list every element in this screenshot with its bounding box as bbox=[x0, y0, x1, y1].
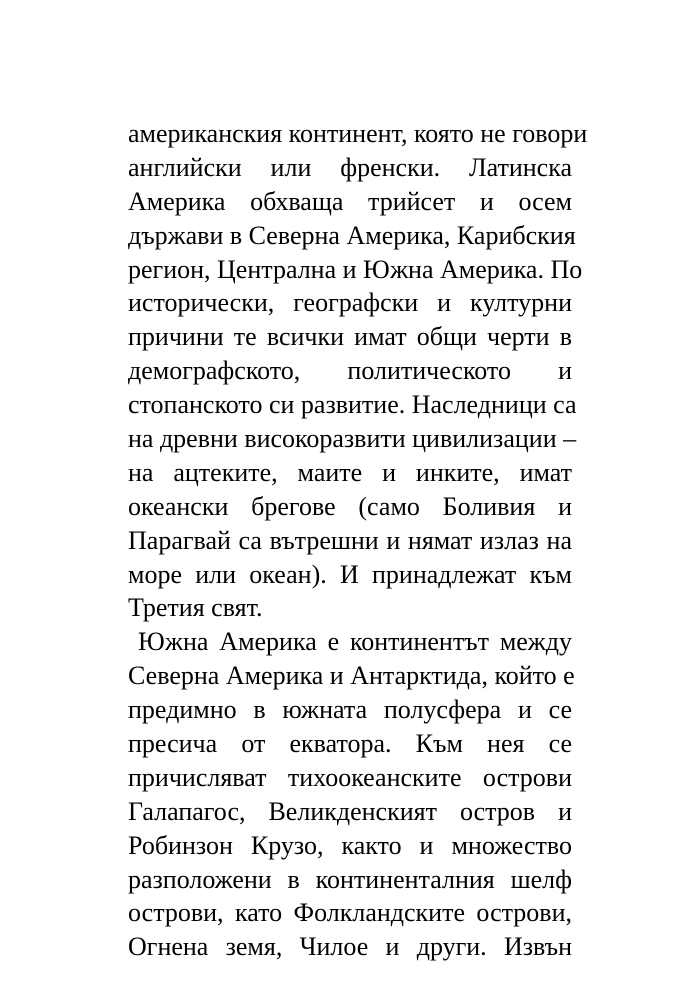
text-line: Огнена земя, Чилое и други. Извън bbox=[128, 932, 572, 962]
text-line: предимно в южната полусфера и се bbox=[128, 695, 572, 725]
text-line: Америка обхваща трийсет и осем bbox=[128, 186, 572, 216]
body-text bbox=[128, 117, 588, 964]
text-line: на древни високоразвити цивилизации – bbox=[128, 424, 577, 454]
text-line: Северна Америка и Антарктида, който е bbox=[128, 661, 575, 691]
text-line: океански брегове (само Боливия и bbox=[128, 491, 572, 521]
text-line: Парагвай са вътрешни и нямат излаз на bbox=[128, 525, 572, 555]
text-line: Южна Америка е континентът между bbox=[138, 627, 572, 657]
text-line: Галапагос, Великденският остров и bbox=[128, 796, 572, 826]
text-line: държави в Северна Америка, Карибския bbox=[128, 220, 576, 250]
text-line: демографското, политическото и bbox=[128, 356, 572, 386]
text-line: регион, Централна и Южна Америка. По bbox=[128, 254, 583, 284]
text-line: стопанското си развитие. Наследници са bbox=[128, 390, 577, 420]
text-line: американския континент, която не говори bbox=[128, 119, 588, 148]
text-line: острови, като Фолкландските острови, bbox=[128, 898, 572, 928]
text-line: Робинзон Крузо, както и множество bbox=[128, 830, 572, 860]
text-line: море или океан). И принадлежат към bbox=[128, 559, 572, 589]
text-line: разположени в континенталния шелф bbox=[128, 864, 572, 894]
text-line: причини те всички имат общи черти в bbox=[128, 322, 572, 352]
text-line: исторически, географски и културни bbox=[128, 288, 572, 318]
text-line: английски или френски. Латинска bbox=[128, 152, 572, 182]
text-line: пресича от екватора. Към нея се bbox=[128, 729, 572, 759]
text-line: причисляват тихоокеанските острови bbox=[128, 762, 572, 792]
text-line: Третия свят. bbox=[128, 593, 263, 623]
text-line: на ацтеките, маите и инките, имат bbox=[128, 457, 572, 487]
